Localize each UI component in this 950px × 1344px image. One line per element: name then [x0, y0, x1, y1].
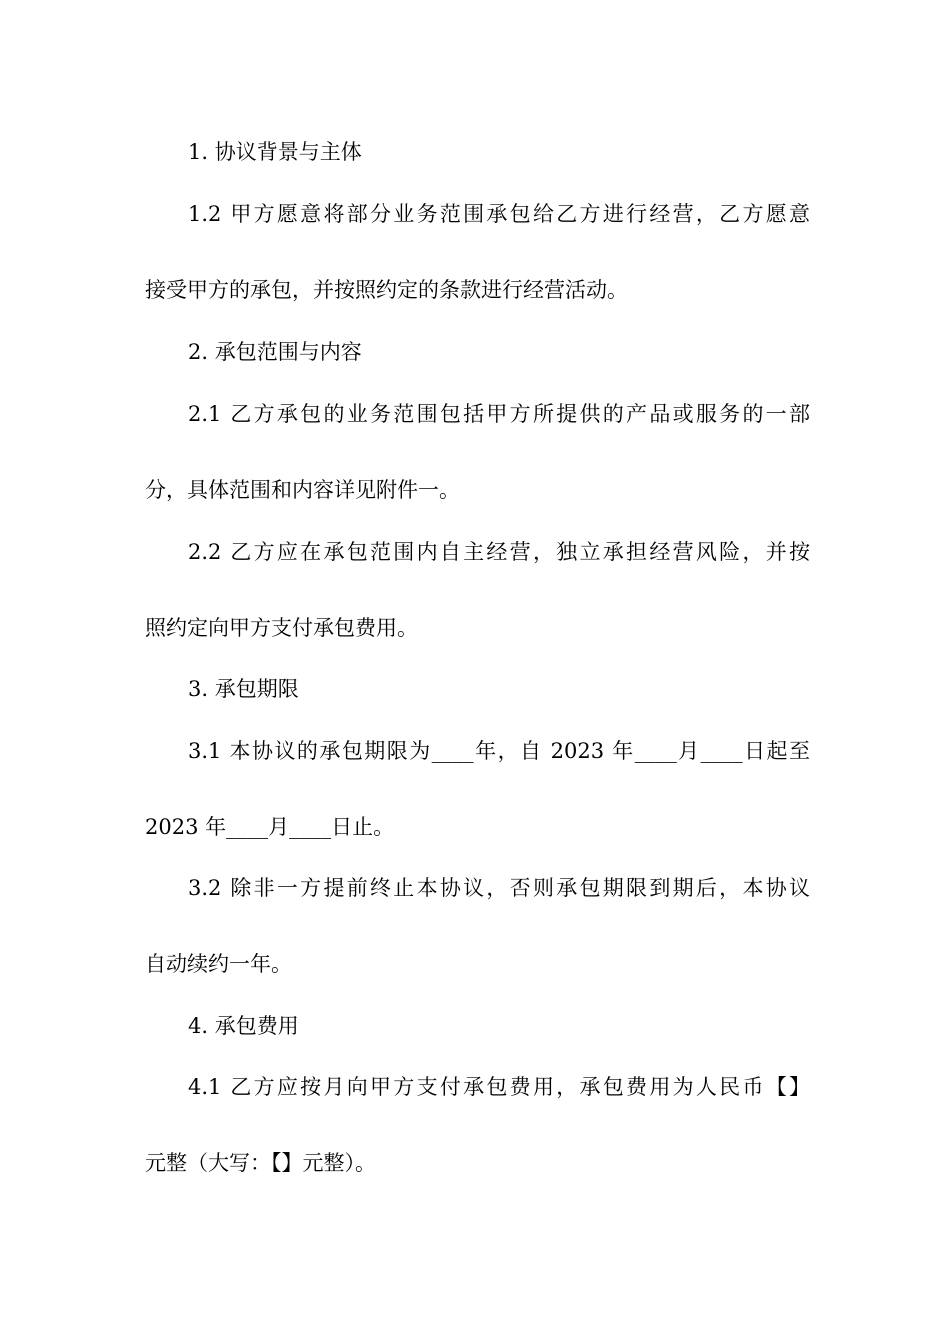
clause-3-2-line-2: 自动续约一年。	[145, 952, 292, 976]
clause-3-2-line-1: 3.2 除非一方提前终止本协议，否则承包期限到期后，本协议	[188, 876, 810, 900]
clause-4-1-line-1: 4.1 乙方应按月向甲方支付承包费用，承包费用为人民币【】	[188, 1075, 810, 1099]
clause-2-1-line-2: 分，具体范围和内容详见附件一。	[145, 478, 460, 502]
clause-1-2-line-2: 接受甲方的承包，并按照约定的条款进行经营活动。	[145, 278, 628, 302]
section-heading-4: 4. 承包费用	[188, 1014, 299, 1038]
clause-3-1-line-1: 3.1 本协议的承包期限为____年，自 2023 年____月____日起至	[188, 739, 810, 763]
clause-1-2-line-1: 1.2 甲方愿意将部分业务范围承包给乙方进行经营，乙方愿意	[188, 202, 810, 226]
section-heading-1: 1. 协议背景与主体	[188, 140, 362, 164]
clause-2-2-line-2: 照约定向甲方支付承包费用。	[145, 616, 418, 640]
clause-2-1-line-1: 2.1 乙方承包的业务范围包括甲方所提供的产品或服务的一部	[188, 402, 810, 426]
clause-4-1-line-2: 元整（大写：【】元整）。	[145, 1151, 376, 1175]
clause-2-2-line-1: 2.2 乙方应在承包范围内自主经营，独立承担经营风险，并按	[188, 540, 810, 564]
clause-3-1-line-2: 2023 年____月____日止。	[145, 815, 395, 839]
section-heading-3: 3. 承包期限	[188, 677, 299, 701]
section-heading-2: 2. 承包范围与内容	[188, 340, 362, 364]
